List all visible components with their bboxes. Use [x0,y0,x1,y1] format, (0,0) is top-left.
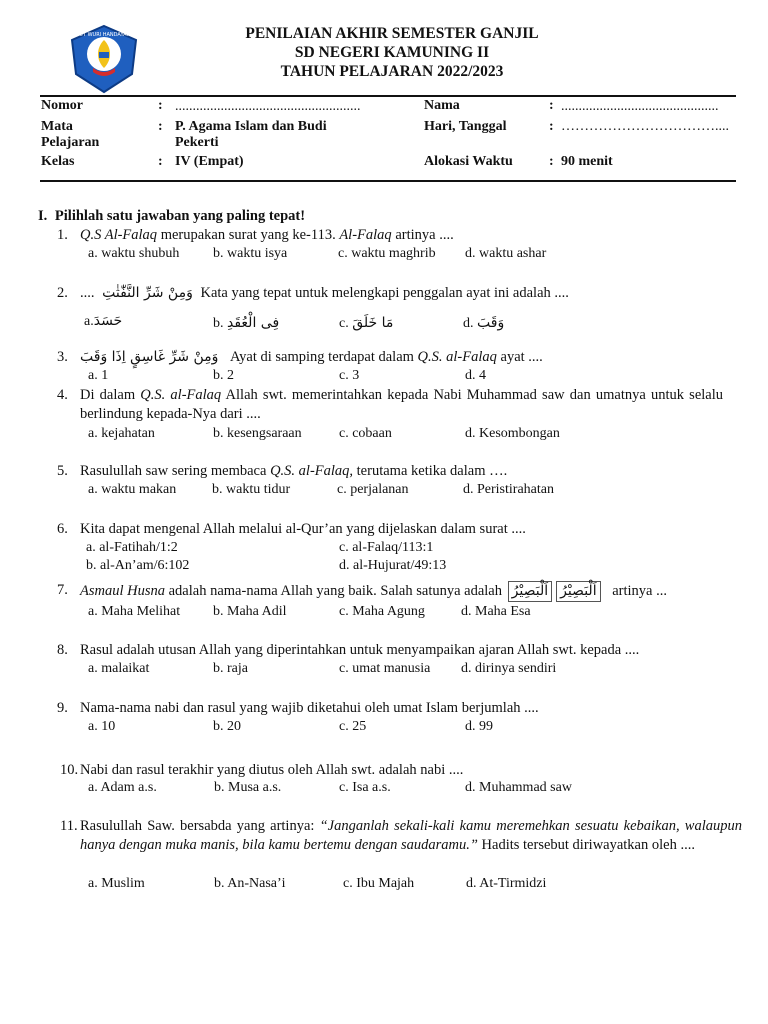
info-divider [40,180,736,182]
option-a[interactable]: a. waktu shubuh [88,246,180,261]
question-text: artinya .... [395,227,454,243]
question-9 [57,699,737,739]
svg-text:TUT WURI HANDAYANI: TUT WURI HANDAYANI [76,32,132,38]
option-d[interactable]: d. al-Hujurat/49:13 [339,558,447,573]
option-b[interactable]: b. kesengsaraan [213,426,302,441]
question-number: 8. [57,642,68,658]
question-number: 7. [57,582,68,598]
title-line-2: SD NEGERI KAMUNING II [294,44,490,61]
mapel-label-1: Mata [41,119,73,134]
option-a[interactable]: a. waktu makan [88,482,177,497]
option-a[interactable]: a. Maha Melihat [88,604,181,619]
question-text: terutama ketika dalam …. [356,463,508,479]
question-1 [57,226,737,266]
question-text: artinya ... [612,583,667,599]
question-text: Q.S. al-Falaq [140,387,222,403]
option-c[interactable]: c. Isa a.s. [339,780,391,795]
kelas-label: Kelas [41,154,75,169]
question-11 [60,817,744,897]
option-c[interactable]: c. al-Falaq/113:1 [339,540,434,555]
nomor-label: Nomor [41,98,83,113]
colon: : [549,98,554,113]
option-b[interactable]: b. al-An’am/6:102 [86,558,190,573]
option-d[interactable]: d. 4 [465,368,486,383]
question-text: ayat .... [500,349,543,365]
question-5 [57,462,737,502]
option-d[interactable]: d. Muhammad saw [465,780,572,795]
tut-wuri-handayani-logo [66,24,142,94]
hari-value: …………………………….... [561,119,729,134]
title-line-3: TAHUN PELAJARAN 2022/2023 [280,63,504,80]
option-b[interactable]: b. فِى الْعُقَدِ [213,315,280,331]
option-d[interactable]: d. Kesombongan [465,426,560,441]
option-b[interactable]: b. Musa a.s. [214,780,282,795]
question-text: merupakan surat yang ke-113. [160,227,336,243]
mapel-label-2: Pelajaran [41,135,100,150]
option-c[interactable]: c. Maha Agung [339,604,425,619]
option-b[interactable]: b. 2 [213,368,234,383]
arabic-verse: وَمِنْ شَرِّ النَّفّٰثٰتِ [102,285,193,301]
option-b[interactable]: b. raja [213,661,248,676]
nama-value: ............................................. [561,99,719,114]
hadith-quote: “Janganlah sekali-kali kamu meremehkan sesuatu kebaikan, walaupun hanya dengan muka manis, bila kamu bertemu dengan saudaramu.” [80,818,742,853]
option-b[interactable]: b. 20 [213,719,241,734]
question-text: Asmaul Husna [80,583,165,599]
question-number: 3. [57,349,68,365]
mapel-value-2: Pekerti [175,135,219,150]
question-4 [57,386,725,446]
question-7 [57,581,737,625]
option-c[interactable]: c. perjalanan [337,482,409,497]
option-d[interactable]: d. dirinya sendiri [461,661,557,676]
option-c[interactable]: c. umat manusia [339,661,431,676]
question-number: 10. [60,762,79,778]
question-number: 6. [57,521,68,537]
section-number: I. [38,208,48,224]
option-b[interactable]: b. An-Nasa’i [214,876,286,891]
question-number: 2. [57,285,68,301]
question-6 [57,520,737,580]
question-text: Di dalam [80,387,136,403]
section-heading [38,208,305,225]
colon: : [158,154,163,169]
question-text: Q.S. al-Falaq [417,349,497,365]
option-d[interactable]: d. At-Tirmidzi [466,876,547,891]
option-a[interactable]: a. Adam a.s. [88,780,157,795]
question-text: Nama-nama nabi dan rasul yang wajib diketahui oleh umat Islam berjumlah .... [80,700,539,716]
colon: : [158,119,163,134]
option-a[interactable]: a.حَسَدَ [84,313,123,329]
question-2 [57,284,737,334]
question-8 [57,641,737,681]
question-text: Q.S Al-Falaq [80,227,158,243]
arabic-term-box: اَلْبَصِيْرُ [556,581,600,602]
question-text: .... [80,285,95,301]
question-number: 1. [57,227,68,243]
question-text: Rasulullah Saw. bersabda yang artinya: [80,818,315,834]
option-c[interactable]: c. waktu maghrib [338,246,436,261]
colon: : [158,98,163,113]
option-c[interactable]: c. Ibu Majah [343,876,415,891]
question-text: Rasulullah saw sering membaca [80,463,267,479]
question-text: Rasul adalah utusan Allah yang diperintahkan untuk menyampaikan ajaran Allah swt. kepada .... [80,642,640,658]
option-a[interactable]: a. 1 [88,368,109,383]
option-a[interactable]: a. malaikat [88,661,150,676]
option-c[interactable]: c. 3 [339,368,360,383]
title-line-1: PENILAIAN AKHIR SEMESTER GANJIL [245,25,539,42]
arabic-verse: وَمِنْ شَرِّ غَاسِقٍ اِذَا وَقَبَ [80,349,219,365]
question-text: adalah nama-nama Allah yang baik. Salah satunya adalah [168,583,502,599]
colon: : [549,154,554,169]
option-d[interactable]: d. waktu ashar [465,246,547,261]
option-d[interactable]: d. Maha Esa [461,604,531,619]
question-text: Ayat di samping terdapat dalam [230,349,414,365]
option-a[interactable]: a. kejahatan [88,426,155,441]
option-b[interactable]: b. Maha Adil [213,604,287,619]
question-number: 11. [60,818,78,834]
section-title: Pilihlah satu jawaban yang paling tepat! [54,208,306,224]
nomor-value: ..................................................... [175,99,361,114]
arabic-term-box: اَلْبَصِيْرُ [508,581,552,602]
question-text: Hadits tersebut diriwayatkan oleh .... [481,836,695,853]
question-text: Nabi dan rasul terakhir yang diutus oleh Allah swt. adalah nabi .... [80,762,464,778]
option-c[interactable]: c. cobaan [339,426,392,441]
question-text: Kita dapat mengenal Allah melalui al-Qur’an yang dijelaskan dalam surat .... [80,521,526,537]
question-text: Kata yang tepat untuk melengkapi penggalan ayat ini adalah .... [200,285,569,301]
question-number: 9. [57,700,68,716]
top-divider [40,95,736,97]
mapel-value-1: P. Agama Islam dan Budi [175,119,327,134]
exam-title [190,24,594,81]
option-c[interactable]: c. 25 [339,719,367,734]
nama-label: Nama [424,98,460,113]
option-c[interactable]: c. مَا خَلَقَ [339,315,394,331]
option-b[interactable]: b. waktu isya [213,246,288,261]
option-a[interactable]: a. Muslim [88,876,145,891]
question-number: 5. [57,463,68,479]
option-d[interactable]: d. وَقَبَ [463,315,505,331]
question-text: Allah swt. memerintahkan kepada Nabi Muhammad saw dan umatnya untuk selalu berlindung kepada-Nya dari .... [80,387,724,422]
kelas-value: IV (Empat) [175,154,244,169]
option-a[interactable]: a. 10 [88,719,116,734]
question-text: Q.S. al-Falaq, [270,463,354,479]
question-3 [57,348,737,388]
option-d[interactable]: d. 99 [465,719,493,734]
question-number: 4. [57,387,68,403]
question-text: Al-Falaq [339,227,392,243]
question-10 [60,761,740,801]
waktu-label: Alokasi Waktu [424,154,513,169]
option-a[interactable]: a. al-Fatihah/1:2 [86,540,178,555]
waktu-value: 90 menit [561,154,613,169]
option-d[interactable]: d. Peristirahatan [463,482,554,497]
colon: : [549,119,554,134]
hari-label: Hari, Tanggal [424,119,507,134]
option-b[interactable]: b. waktu tidur [212,482,291,497]
